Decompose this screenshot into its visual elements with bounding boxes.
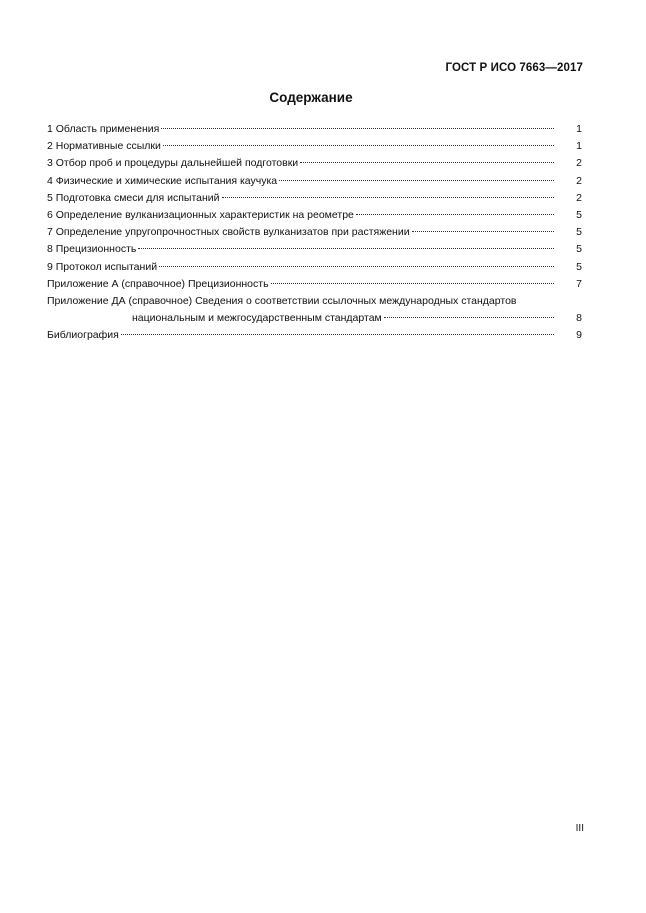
toc-leader-dots: [222, 197, 554, 198]
document-code: ГОСТ Р ИСО 7663—2017: [445, 62, 583, 74]
toc-entry-label: 9 Протокол испытаний: [47, 260, 158, 273]
toc-title: Содержание: [269, 90, 353, 105]
toc-entry-label: Библиография: [47, 329, 119, 342]
toc-entry-page: 2: [576, 191, 582, 204]
table-of-contents: [47, 121, 582, 344]
toc-entry-label: 8 Прецизионность: [47, 243, 137, 256]
toc-entry-page: 5: [576, 243, 582, 256]
toc-entry-label: Приложение А (справочное) Прецизионность: [47, 277, 269, 290]
toc-leader-dots: [300, 162, 554, 163]
toc-leader-dots: [159, 266, 554, 267]
toc-leader-dots: [121, 334, 554, 335]
toc-entry-page: 5: [576, 260, 582, 273]
toc-entry-page: 1: [576, 140, 582, 153]
toc-entry[interactable]: [47, 276, 582, 293]
toc-entry-label: 1 Область применения: [47, 123, 160, 135]
toc-entry-page: 2: [576, 157, 582, 170]
toc-entry[interactable]: [47, 138, 582, 155]
toc-entry[interactable]: [47, 155, 582, 172]
toc-leader-dots: [138, 248, 554, 249]
toc-entry-page: 5: [576, 226, 582, 239]
toc-entry[interactable]: [47, 173, 582, 190]
toc-leader-dots: [279, 180, 554, 181]
toc-leader-dots: [384, 317, 554, 318]
toc-entry[interactable]: [47, 207, 582, 224]
toc-entry[interactable]: [47, 121, 582, 138]
toc-entry[interactable]: [47, 190, 582, 207]
toc-leader-dots: [163, 145, 554, 146]
toc-entry-line: [47, 310, 582, 327]
toc-entry-label: 7 Определение упругопрочностных свойств вулканизатов при растяжении: [47, 226, 410, 239]
toc-entry-page: 8: [576, 312, 582, 325]
toc-leader-dots: [271, 283, 554, 284]
toc-entry[interactable]: [47, 224, 582, 241]
toc-entry-label: 5 Подготовка смеси для испытаний: [47, 191, 220, 204]
page-number: III: [575, 823, 584, 834]
toc-entry-page: 2: [576, 174, 582, 187]
toc-leader-dots: [412, 231, 554, 232]
toc-entry-label: 6 Определение вулканизационных характеристик на реометре: [47, 208, 354, 221]
toc-entry-page: 5: [576, 208, 582, 221]
toc-entry-line: [47, 293, 582, 310]
toc-entry-bibliography[interactable]: [47, 327, 582, 344]
toc-entry-label: 3 Отбор проб и процедуры дальнейшей подготовки: [47, 157, 299, 170]
toc-entry-label: 4 Физические и химические испытания каучука: [47, 174, 278, 187]
toc-entry-page: 7: [576, 277, 582, 290]
toc-entry[interactable]: [47, 241, 582, 258]
toc-leader-dots: [161, 128, 554, 129]
toc-leader-dots: [356, 214, 554, 215]
toc-entry-appendix-da[interactable]: [47, 293, 582, 327]
toc-entry-page: 9: [576, 329, 582, 342]
toc-entry[interactable]: [47, 259, 582, 276]
toc-entry-label: 2 Нормативные ссылки: [47, 140, 161, 153]
toc-entry-label-continued: национальным и межгосударственным стандартам: [132, 312, 382, 325]
toc-entry-label: Приложение ДА (справочное) Сведения о соответствии ссылочных международных стандартов: [47, 294, 517, 307]
toc-entry-page: 1: [576, 123, 582, 135]
